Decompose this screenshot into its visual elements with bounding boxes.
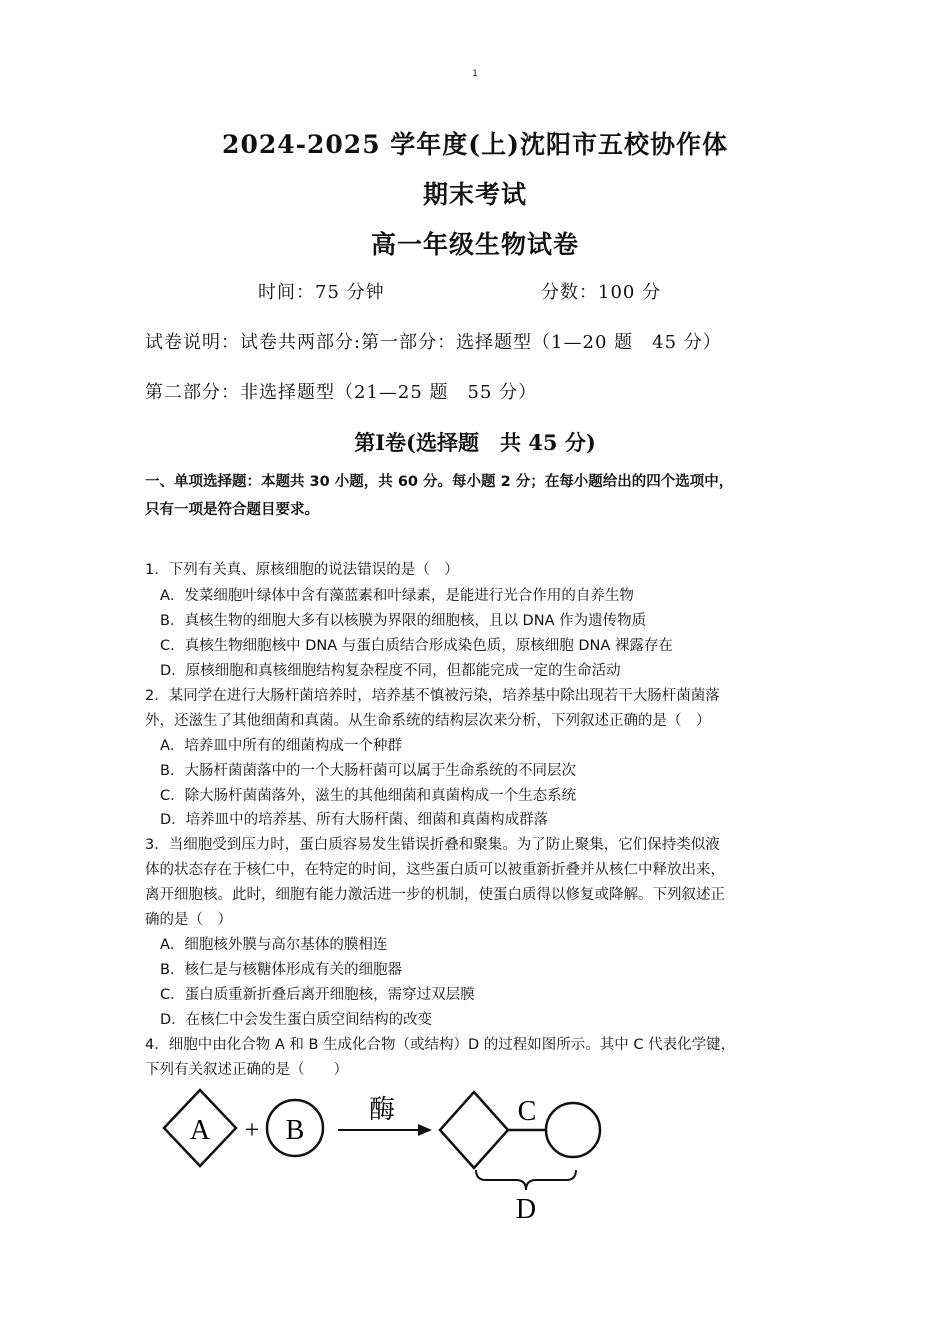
question-1-option-c: C．真核生物细胞核中 DNA 与蛋白质结合形成染色质，原核细胞 DNA 裸露存在: [160, 638, 673, 654]
product-diamond: [440, 1092, 508, 1168]
product-circle: [546, 1103, 600, 1157]
question-3-stem-line2: 体的状态存在于核仁中，在特定的时间，这些蛋白质可以被重新折叠并从核仁中释放出来，: [145, 862, 725, 878]
section-title: 第Ⅰ卷(选择题 共 45 分): [354, 430, 596, 455]
question-3-option-a: A．细胞核外膜与高尔基体的膜相连: [160, 937, 388, 953]
question-2-option-a: A．培养皿中所有的细菌构成一个种群: [160, 738, 402, 754]
exam-title-line2: 期末考试: [422, 180, 527, 209]
product-brace: [476, 1170, 576, 1190]
enzyme-label: 酶: [368, 1095, 396, 1125]
question-4-stem-line1: 4．细胞中由化合物 A 和 B 生成化合物（或结构）D 的过程如图所示。其中 C 代表化学键，: [145, 1037, 736, 1053]
instruction-line2: 只有一项是符合题目要求。: [145, 502, 319, 518]
question-1-stem: 1．下列有关真、原核细胞的说法错误的是（ ）: [145, 562, 459, 578]
instruction-line1: 一、单项选择题：本题共 30 小题，共 60 分。每小题 2 分；在每小题给出的四个选项中，: [145, 474, 734, 490]
question-2-stem-line1: 2．某同学在进行大肠杆菌培养时，培养基不慎被污染，培养基中除出现若干大肠杆菌菌落: [145, 688, 720, 704]
bond-c-label: C: [517, 1096, 537, 1127]
compound-b-label: B: [285, 1115, 305, 1146]
question-3-stem-line4: 确的是（ ）: [145, 912, 232, 928]
question-1-option-d: D．原核细胞和真核细胞结构复杂程度不同，但都能完成一定的生命活动: [160, 663, 621, 679]
question-1-option-a: A．发菜细胞叶绿体中含有藻蓝素和叶绿素，是能进行光合作用的自养生物: [160, 588, 634, 604]
reaction-arrow-head: [418, 1124, 432, 1136]
exam-title-line1: 2024-2025 学年度(上)沈阳市五校协作体: [222, 130, 728, 159]
question-2-option-c: C．除大肠杆菌菌落外，滋生的其他细菌和真菌构成一个生态系统: [160, 788, 577, 804]
page-number: 1: [472, 68, 478, 78]
exam-description-line1: 试卷说明：试卷共两部分:第一部分：选择题型（1—20 题 45 分）: [145, 332, 722, 353]
question-2-option-b: B．大肠杆菌菌落中的一个大肠杆菌可以属于生命系统的不同层次: [160, 763, 576, 779]
exam-time: 时间：75 分钟: [258, 282, 385, 303]
exam-title-line3: 高一年级生物试卷: [370, 230, 579, 259]
compound-a-label: A: [189, 1115, 211, 1146]
question-2-option-d: D．培养皿中的培养基、所有大肠杆菌、细菌和真菌构成群落: [160, 812, 549, 828]
plus-sign: +: [244, 1115, 260, 1144]
question-3-option-b: B．核仁是与核糖体形成有关的细胞器: [160, 962, 402, 978]
question-1-option-b: B．真核生物的细胞大多有以核膜为界限的细胞核，且以 DNA 作为遗传物质: [160, 613, 647, 629]
question-3-stem-line3: 离开细胞核。此时，细胞有能力激活进一步的机制，使蛋白质得以修复或降解。下列叙述正: [145, 887, 725, 903]
reaction-diagram: [160, 1088, 620, 1228]
exam-description-line2: 第二部分：非选择题型（21—25 题 55 分）: [145, 382, 538, 403]
question-3-option-d: D．在核仁中会发生蛋白质空间结构的改变: [160, 1012, 433, 1028]
exam-score: 分数：100 分: [541, 282, 662, 303]
question-4-stem-line2: 下列有关叙述正确的是（ ）: [145, 1062, 348, 1078]
question-3-stem-line1: 3．当细胞受到压力时，蛋白质容易发生错误折叠和聚集。为了防止聚集，它们保持类似液: [145, 837, 720, 853]
question-2-stem-line2: 外，还滋生了其他细菌和真菌。从生命系统的结构层次来分析，下列叙述正确的是（ ）: [145, 713, 711, 729]
product-d-label: D: [515, 1194, 537, 1225]
question-3-option-c: C．蛋白质重新折叠后离开细胞核，需穿过双层膜: [160, 987, 475, 1003]
